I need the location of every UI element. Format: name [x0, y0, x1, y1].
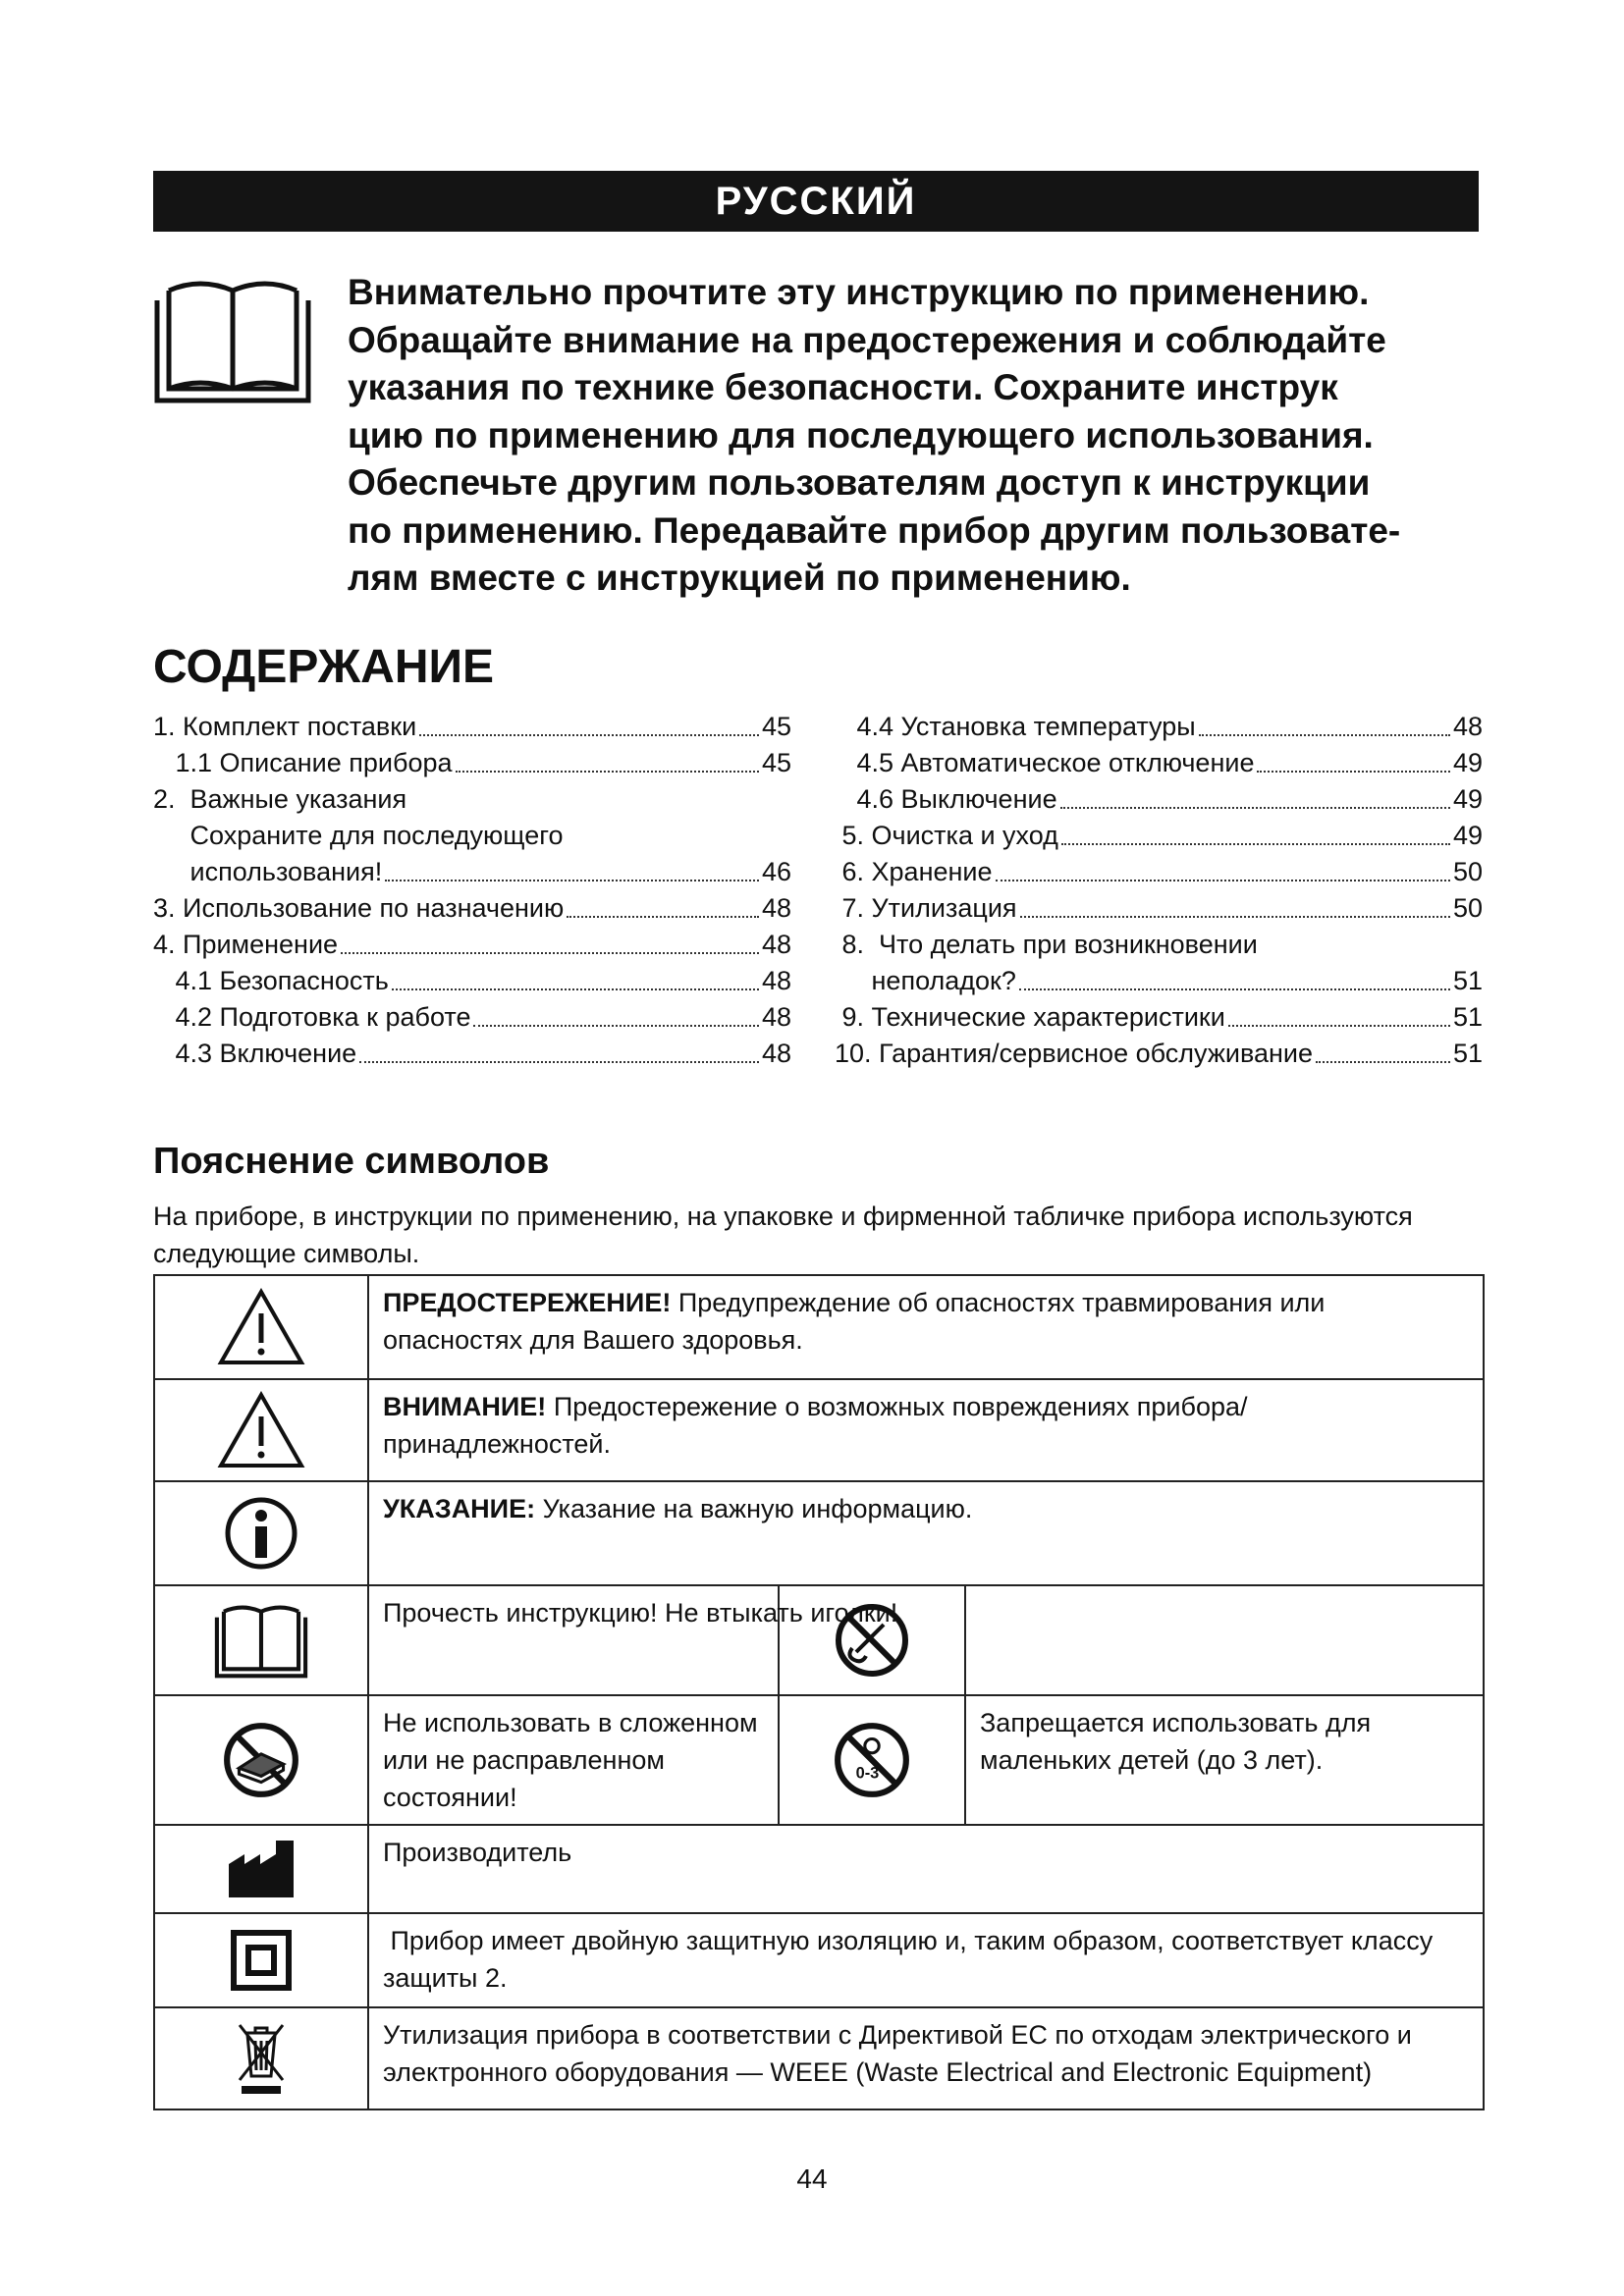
svg-text:0-3: 0-3: [855, 1764, 880, 1783]
intro-line: Обеспечьте другим пользователям доступ к инструкции: [348, 462, 1371, 503]
note-cell: [154, 1481, 368, 1585]
toc-item: 4. Применение 48: [153, 927, 791, 963]
manufacturer-description: Производитель: [368, 1825, 1484, 1913]
toc-item: 9. Технические характеристики 51: [835, 999, 1483, 1036]
read-manual-description: Прочесть инструкцию! Не втыкать иголки!: [368, 1585, 779, 1695]
no-children-description: Запрещается использовать для маленьких детей (до 3 лет).: [965, 1695, 1484, 1825]
caution-cell: [154, 1379, 368, 1481]
intro-line: по применению. Передавайте прибор другим пользовате-: [348, 509, 1401, 551]
toc-item: 1. Комплект поставки 45: [153, 709, 791, 745]
toc-item: 10. Гарантия/сервисное обслуживание 51: [835, 1036, 1483, 1072]
table-row: [154, 1695, 1484, 1825]
no-children-cell: [779, 1695, 965, 1825]
toc-item: 4.2 Подготовка к работе 48: [153, 999, 791, 1036]
symbols-table: [153, 1274, 1485, 2110]
table-row: [154, 2007, 1484, 2109]
caution-description: ВНИМАНИЕ! Предостережение о возможных повреждениях прибора/ принадлежностей.: [368, 1379, 1484, 1481]
table-row: [154, 1913, 1484, 2007]
no-folded-description: Не использовать в сложенном или не расправленном состоянии!: [368, 1695, 779, 1825]
note-description: УКАЗАНИЕ: Указание на важную информацию.: [368, 1481, 1484, 1585]
symbols-intro: На приборе, в инструкции по применению, на упаковке и фирменной табличке прибора используются следующие символы.: [153, 1201, 1413, 1268]
manufacturer-cell: [154, 1825, 368, 1913]
weee-crossed-bin-icon: [234, 2019, 289, 2098]
toc-item: 5. Очистка и уход 49: [835, 818, 1483, 854]
no-folded-use-icon: [221, 1720, 301, 1800]
toc-item: 4.6 Выключение 49: [835, 781, 1483, 818]
symbols-title: Пояснение символов: [153, 1141, 550, 1182]
table-row: [154, 1275, 1484, 1379]
toc-item: 4.1 Безопасность 48: [153, 963, 791, 999]
table-row: [154, 1379, 1484, 1481]
toc-title: СОДЕРЖАНИЕ: [153, 641, 494, 693]
table-row: [154, 1481, 1484, 1585]
toc-item: 1.1 Описание прибора 45: [153, 745, 791, 781]
intro-line: указания по технике безопасности. Сохраните инструк: [348, 367, 1338, 407]
intro-line: Обращайте внимание на предостережения и соблюдайте: [348, 319, 1386, 360]
caution-triangle-icon: [217, 1391, 305, 1469]
toc-item: 2. Важные указания: [153, 784, 407, 814]
toc-right-column: [835, 709, 1483, 1072]
empty-cell: [965, 1585, 1484, 1695]
warning-description: ПРЕДОСТЕРЕЖЕНИЕ! Предупреждение об опасностях травмирования или опасностях для Вашего здоровья.: [368, 1275, 1484, 1379]
page-number: 44: [796, 2163, 828, 2194]
toc-item: 4.4 Установка температуры 48: [835, 709, 1483, 745]
toc-item: Сохраните для последующего: [189, 821, 564, 850]
intro-notice: [348, 269, 1487, 603]
intro-line: лям вместе с инструкцией по применению.: [348, 558, 1131, 598]
toc-item: 4.5 Автоматическое отключение 49: [835, 745, 1483, 781]
language-header: РУССКИЙ: [153, 171, 1479, 232]
toc-item: 4.3 Включение 48: [153, 1036, 791, 1072]
toc-item: использования! 46: [153, 854, 791, 890]
double-insulation-cell: [154, 1913, 368, 2007]
warning-triangle-icon: [217, 1288, 305, 1366]
no-children-icon: [832, 1720, 912, 1800]
toc-left-column: [153, 709, 791, 1072]
toc-item: 6. Хранение 50: [835, 854, 1483, 890]
manufacturer-icon: [227, 1839, 296, 1899]
weee-cell: [154, 2007, 368, 2109]
intro-line: цию по применению для последующего использования.: [348, 414, 1374, 455]
read-manual-icon: [149, 271, 316, 408]
toc-item: 8. Что делать при возникновении: [835, 930, 1258, 959]
read-manual-cell: [154, 1585, 368, 1695]
intro-line: Внимательно прочтите эту инструкцию по применению.: [348, 272, 1370, 312]
table-row: [154, 1825, 1484, 1913]
info-icon: [222, 1494, 300, 1573]
toc-item: неполадок? 51: [835, 963, 1483, 999]
double-insulation-icon: [230, 1929, 293, 1992]
warning-cell: [154, 1275, 368, 1379]
no-folded-cell: [154, 1695, 368, 1825]
table-row: [154, 1585, 1484, 1695]
toc-item: 3. Использование по назначению 48: [153, 890, 791, 927]
toc-item: 7. Утилизация 50: [835, 890, 1483, 927]
book-icon: [212, 1600, 310, 1681]
weee-description: Утилизация прибора в соответствии с Директивой ЕС по отходам электрического и электронного оборудования — WEEE (Waste Electrical and Electronic Equipment): [368, 2007, 1484, 2109]
double-insulation-description: Прибор имеет двойную защитную изоляцию и, таким образом, соответствует классу защиты 2.: [368, 1913, 1484, 2007]
